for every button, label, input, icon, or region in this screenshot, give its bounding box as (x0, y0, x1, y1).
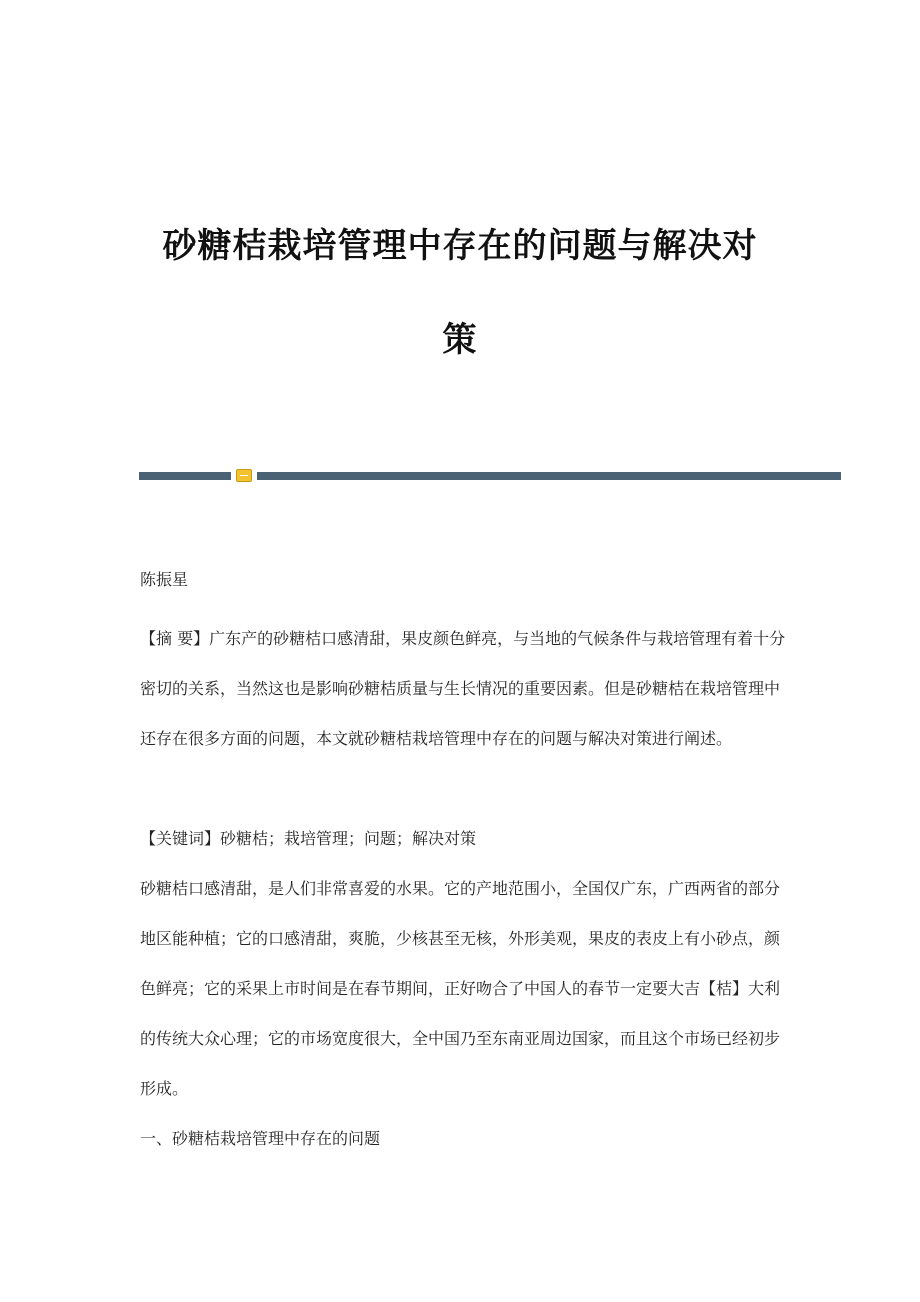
envelope-icon (236, 469, 252, 482)
document-title-line-1: 砂糖桔栽培管理中存在的问题与解决对 (162, 226, 758, 266)
abstract-label: 【摘 要】 (140, 629, 210, 648)
body-paragraph: 砂糖桔口感清甜，是人们非常喜爱的水果。它的产地范围小，全国仅广东，广西两省的部分地区能种植；它的口感清甜，爽脆，少核甚至无核，外形美观，果皮的表皮上有小砂点，颜色鲜亮；它的采果上市时间是在春节期间，正好吻合了中国人的春节一定要大吉【桔】大利的传统大众心理；它的市场宽度很大，全中国乃至东南亚周边国家，而且这个市场已经初步形成。 (140, 879, 781, 1098)
title-divider (139, 468, 841, 484)
abstract-text: 广东产的砂糖桔口感清甜，果皮颜色鲜亮，与当地的气候条件与栽培管理有着十分密切的关系，当然这也是影响砂糖桔质量与生长情况的重要因素。但是砂糖桔在栽培管理中还存在很多方面的问题，本文就砂糖桔栽培管理中存在的问题与解决对策进行阐述。 (140, 629, 786, 748)
keywords-label: 【关键词】 (140, 829, 221, 848)
abstract (140, 614, 790, 764)
keywords-text: 砂糖桔；栽培管理；问题；解决对策 (220, 829, 477, 848)
section-heading: 一、砂糖桔栽培管理中存在的问题 (140, 1129, 381, 1148)
keywords (140, 814, 790, 864)
document-title-line-2: 策 (442, 320, 478, 360)
divider-bar-left (139, 472, 231, 480)
divider-bar-right (257, 472, 841, 480)
author-name: 陈振星 (140, 570, 189, 589)
